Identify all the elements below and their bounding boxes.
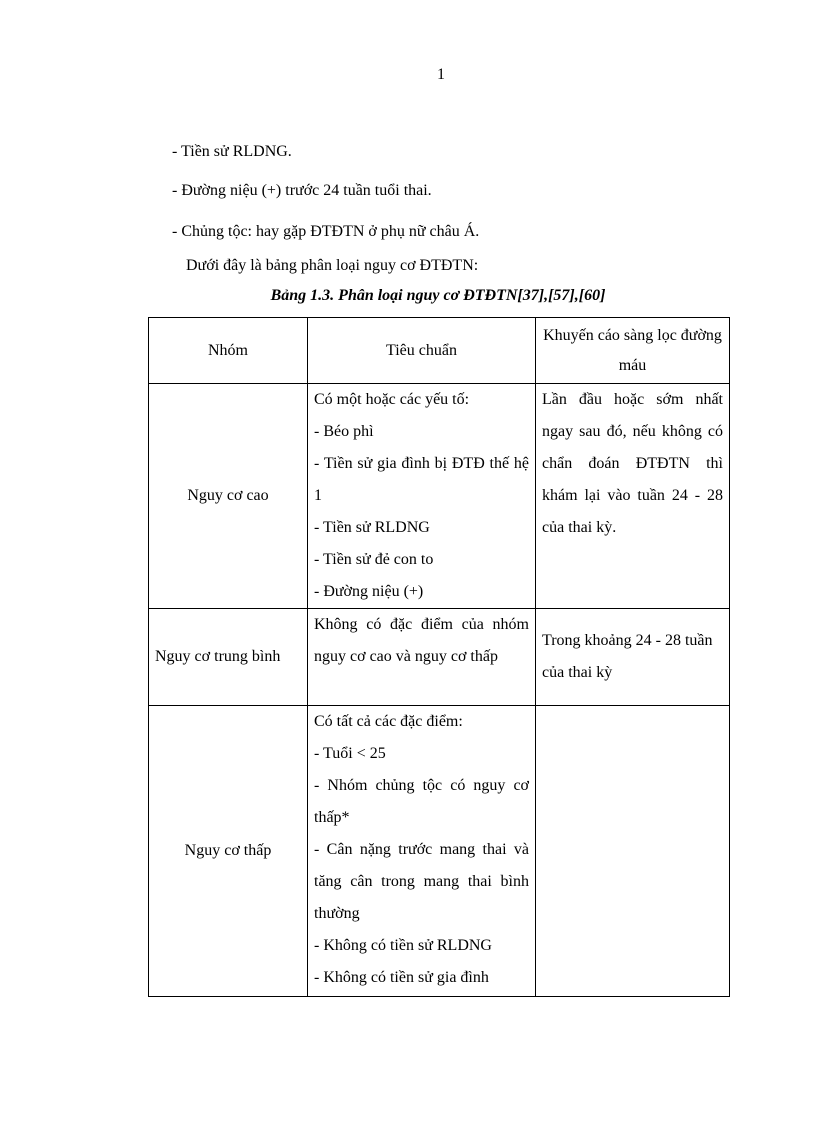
- criteria-line: - Tiền sử gia đình bị ĐTĐ thế hệ 1: [314, 455, 529, 504]
- recommendation-cell: Trong khoảng 24 - 28 tuần của thai kỳ: [536, 609, 730, 706]
- recommendation-cell: [536, 706, 730, 997]
- group-cell: Nguy cơ trung bình: [149, 609, 308, 706]
- table-header-row: [149, 318, 730, 384]
- criteria-line: - Đường niệu (+): [314, 583, 424, 600]
- criteria-line: Có tất cả các đặc điểm:: [314, 713, 463, 730]
- criteria-line: - Tuổi < 25: [314, 745, 386, 762]
- criteria-line: - Không có tiền sử RLDNG: [314, 937, 492, 954]
- criteria-cell: [308, 706, 536, 997]
- header-recommendation: Khuyến cáo sàng lọc đường máu: [536, 318, 730, 384]
- group-cell: Nguy cơ cao: [149, 384, 308, 609]
- criteria-line: Có một hoặc các yếu tố:: [314, 391, 470, 408]
- criteria-line: - Tiền sử RLDNG: [314, 519, 430, 536]
- risk-classification-table: [148, 317, 730, 997]
- recommendation-cell: Lần đầu hoặc sớm nhất ngay sau đó, nếu không có chẩn đoán ĐTĐTN thì khám lại vào tuần 24 - 28 của thai kỳ.: [536, 384, 730, 609]
- criteria-line: - Cân nặng trước mang thai và tăng cân trong mang thai bình thường: [314, 841, 529, 922]
- intro-paragraph: Dưới đây là bảng phân loại nguy cơ ĐTĐTN:: [186, 257, 479, 274]
- bullet-item: - Chủng tộc: hay gặp ĐTĐTN ở phụ nữ châu Á.: [172, 223, 480, 240]
- table-row: [149, 609, 730, 706]
- table-row: [149, 384, 730, 609]
- header-criteria: Tiêu chuẩn: [308, 318, 536, 384]
- table-row: [149, 706, 730, 997]
- criteria-cell: [308, 384, 536, 609]
- header-group: Nhóm: [149, 318, 308, 384]
- criteria-line: - Không có tiền sử gia đình: [314, 969, 489, 986]
- page-number: 1: [437, 66, 445, 83]
- criteria-line: - Tiền sử đẻ con to: [314, 551, 434, 568]
- bullet-item: - Tiền sử RLDNG.: [172, 143, 292, 160]
- criteria-cell: Không có đặc điểm của nhóm nguy cơ cao và nguy cơ thấp: [308, 609, 536, 706]
- criteria-line: - Nhóm chủng tộc có nguy cơ thấp*: [314, 777, 529, 826]
- group-cell: Nguy cơ thấp: [149, 706, 308, 997]
- bullet-item: - Đường niệu (+) trước 24 tuần tuổi thai.: [172, 182, 432, 199]
- criteria-line: - Béo phì: [314, 423, 374, 440]
- table-caption: Bảng 1.3. Phân loại nguy cơ ĐTĐTN[37],[57],[60]: [270, 287, 606, 304]
